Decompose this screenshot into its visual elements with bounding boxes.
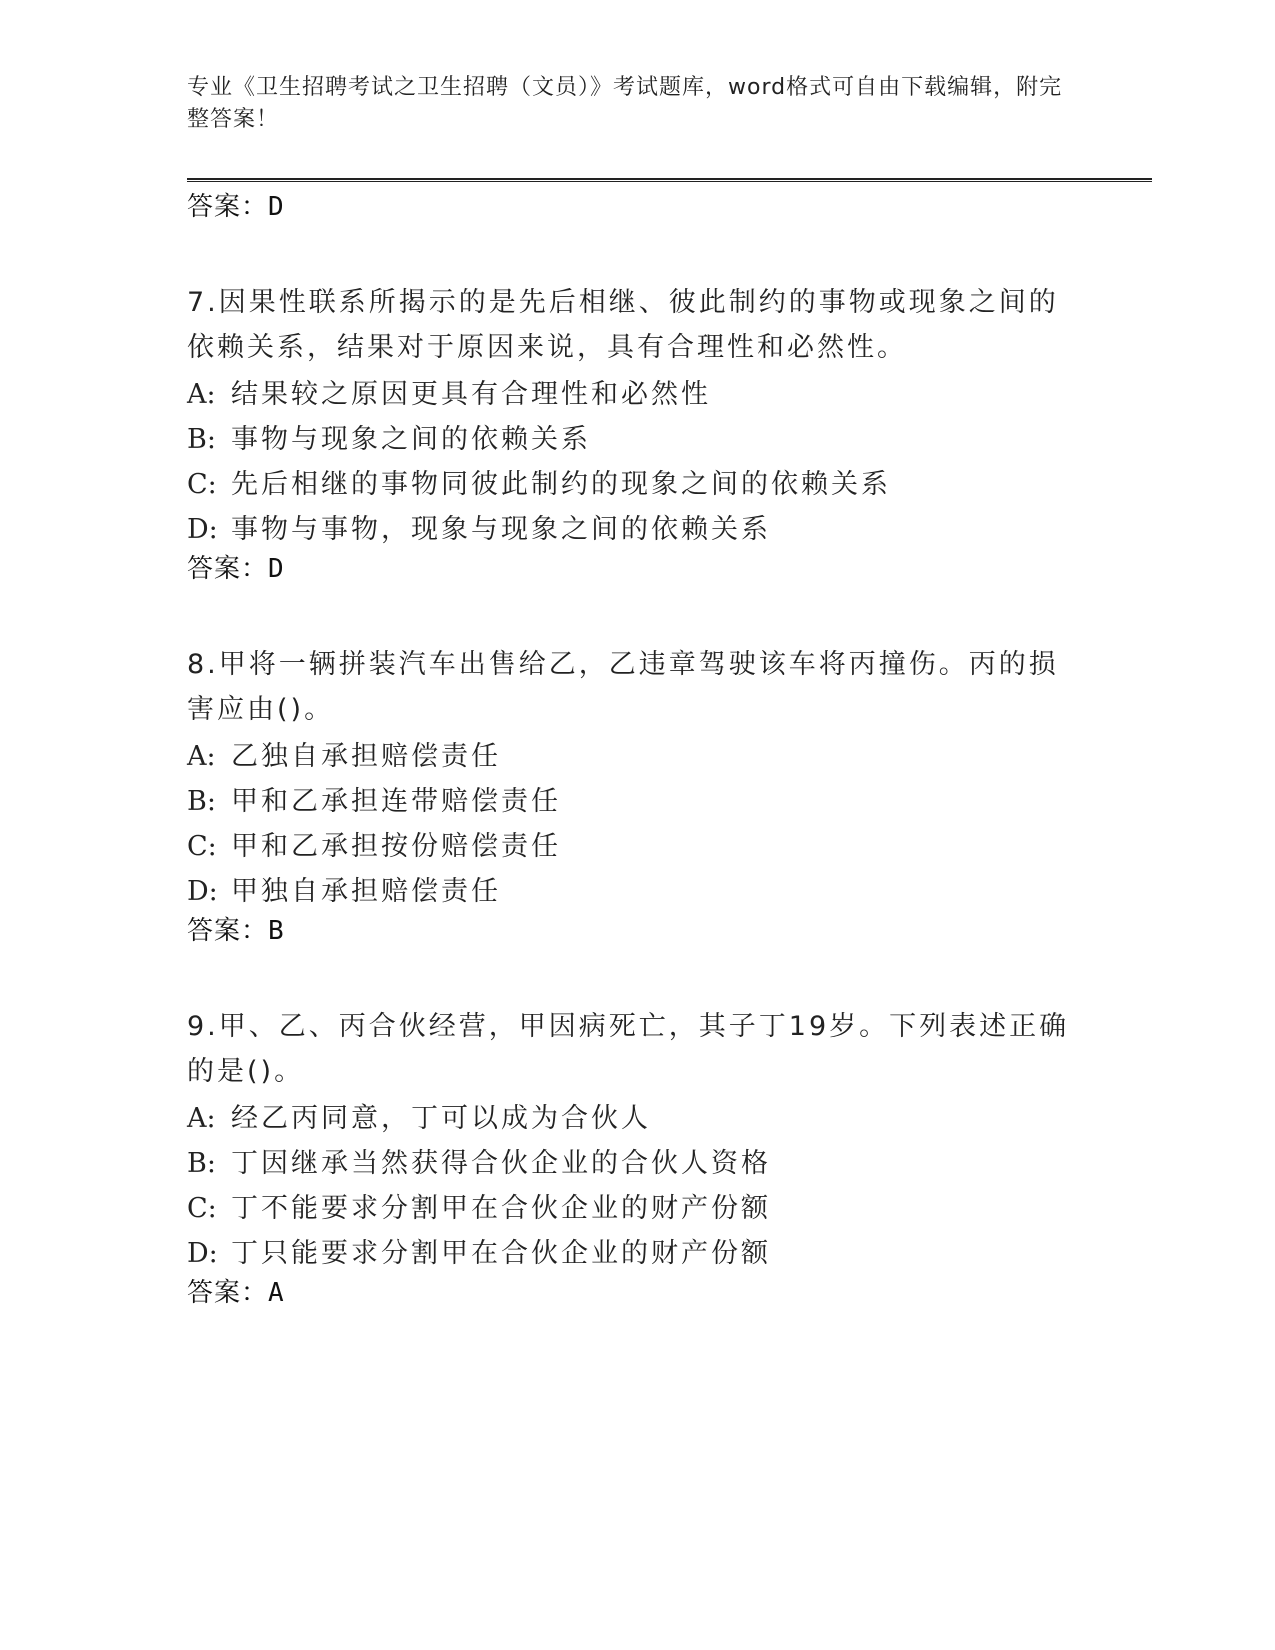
option-letter: D: (187, 876, 218, 907)
previous-answer (187, 192, 1087, 222)
option-d (187, 869, 1087, 914)
answer-label: 答案： (187, 916, 269, 946)
option-b (187, 417, 1087, 462)
header-divider (187, 178, 1152, 182)
option-letter: A: (187, 379, 216, 410)
option-text: 先后相继的事物同彼此制约的现象之间的依赖关系 (231, 469, 891, 500)
answer-label: 答案： (187, 554, 269, 584)
option-letter: A: (187, 1103, 216, 1134)
option-b (187, 1141, 1087, 1186)
answer-value: B (268, 916, 285, 946)
answer-value: A (268, 1278, 285, 1308)
option-d (187, 507, 1087, 552)
option-letter: D: (187, 1238, 218, 1269)
question-stem: 7.因果性联系所揭示的是先后相继、彼此制约的事物或现象之间的依赖关系，结果对于原因来说，具有合理性和必然性。 (187, 287, 1059, 363)
question-answer (187, 916, 1087, 946)
option-letter: C: (187, 831, 217, 862)
option-text: 丁因继承当然获得合伙企业的合伙人资格 (231, 1148, 771, 1179)
option-a (187, 372, 1087, 417)
answer-value: D (268, 192, 285, 222)
header-text: 专业《卫生招聘考试之卫生招聘（文员）》考试题库，word格式可自由下载编辑，附完整答案！ (187, 75, 1063, 132)
option-letter: A: (187, 741, 216, 772)
option-d (187, 1231, 1087, 1276)
option-c (187, 824, 1087, 869)
option-text: 丁只能要求分割甲在合伙企业的财产份额 (231, 1238, 771, 1269)
question-stem: 9.甲、乙、丙合伙经营，甲因病死亡，其子丁19岁。下列表述正确的是()。 (187, 1011, 1070, 1087)
option-letter: B: (187, 424, 216, 455)
answer-label: 答案： (187, 1278, 269, 1308)
option-c (187, 462, 1087, 507)
option-text: 乙独自承担赔偿责任 (231, 741, 501, 772)
option-text: 甲和乙承担连带赔偿责任 (231, 786, 561, 817)
option-text: 事物与现象之间的依赖关系 (231, 424, 591, 455)
option-b (187, 779, 1087, 824)
question-8 (187, 642, 1087, 946)
question-9 (187, 1004, 1087, 1308)
option-letter: B: (187, 1148, 216, 1179)
option-c (187, 1186, 1087, 1231)
option-text: 丁不能要求分割甲在合伙企业的财产份额 (231, 1193, 771, 1224)
option-letter: B: (187, 786, 216, 817)
document-header (187, 72, 1067, 136)
option-a (187, 1096, 1087, 1141)
option-letter: D: (187, 514, 218, 545)
option-text: 经乙丙同意，丁可以成为合伙人 (231, 1103, 651, 1134)
question-answer (187, 554, 1087, 584)
answer-value: D (268, 554, 285, 584)
question-answer (187, 1278, 1087, 1308)
option-letter: C: (187, 469, 217, 500)
option-text: 事物与事物，现象与现象之间的依赖关系 (231, 514, 771, 545)
question-list (187, 192, 1087, 1308)
option-text: 结果较之原因更具有合理性和必然性 (231, 379, 711, 410)
option-letter: C: (187, 1193, 217, 1224)
option-text: 甲和乙承担按份赔偿责任 (231, 831, 561, 862)
answer-label: 答案： (187, 192, 269, 222)
question-7 (187, 280, 1087, 584)
question-stem: 8.甲将一辆拼装汽车出售给乙，乙违章驾驶该车将丙撞伤。丙的损害应由()。 (187, 649, 1059, 725)
option-text: 甲独自承担赔偿责任 (231, 876, 501, 907)
option-a (187, 734, 1087, 779)
